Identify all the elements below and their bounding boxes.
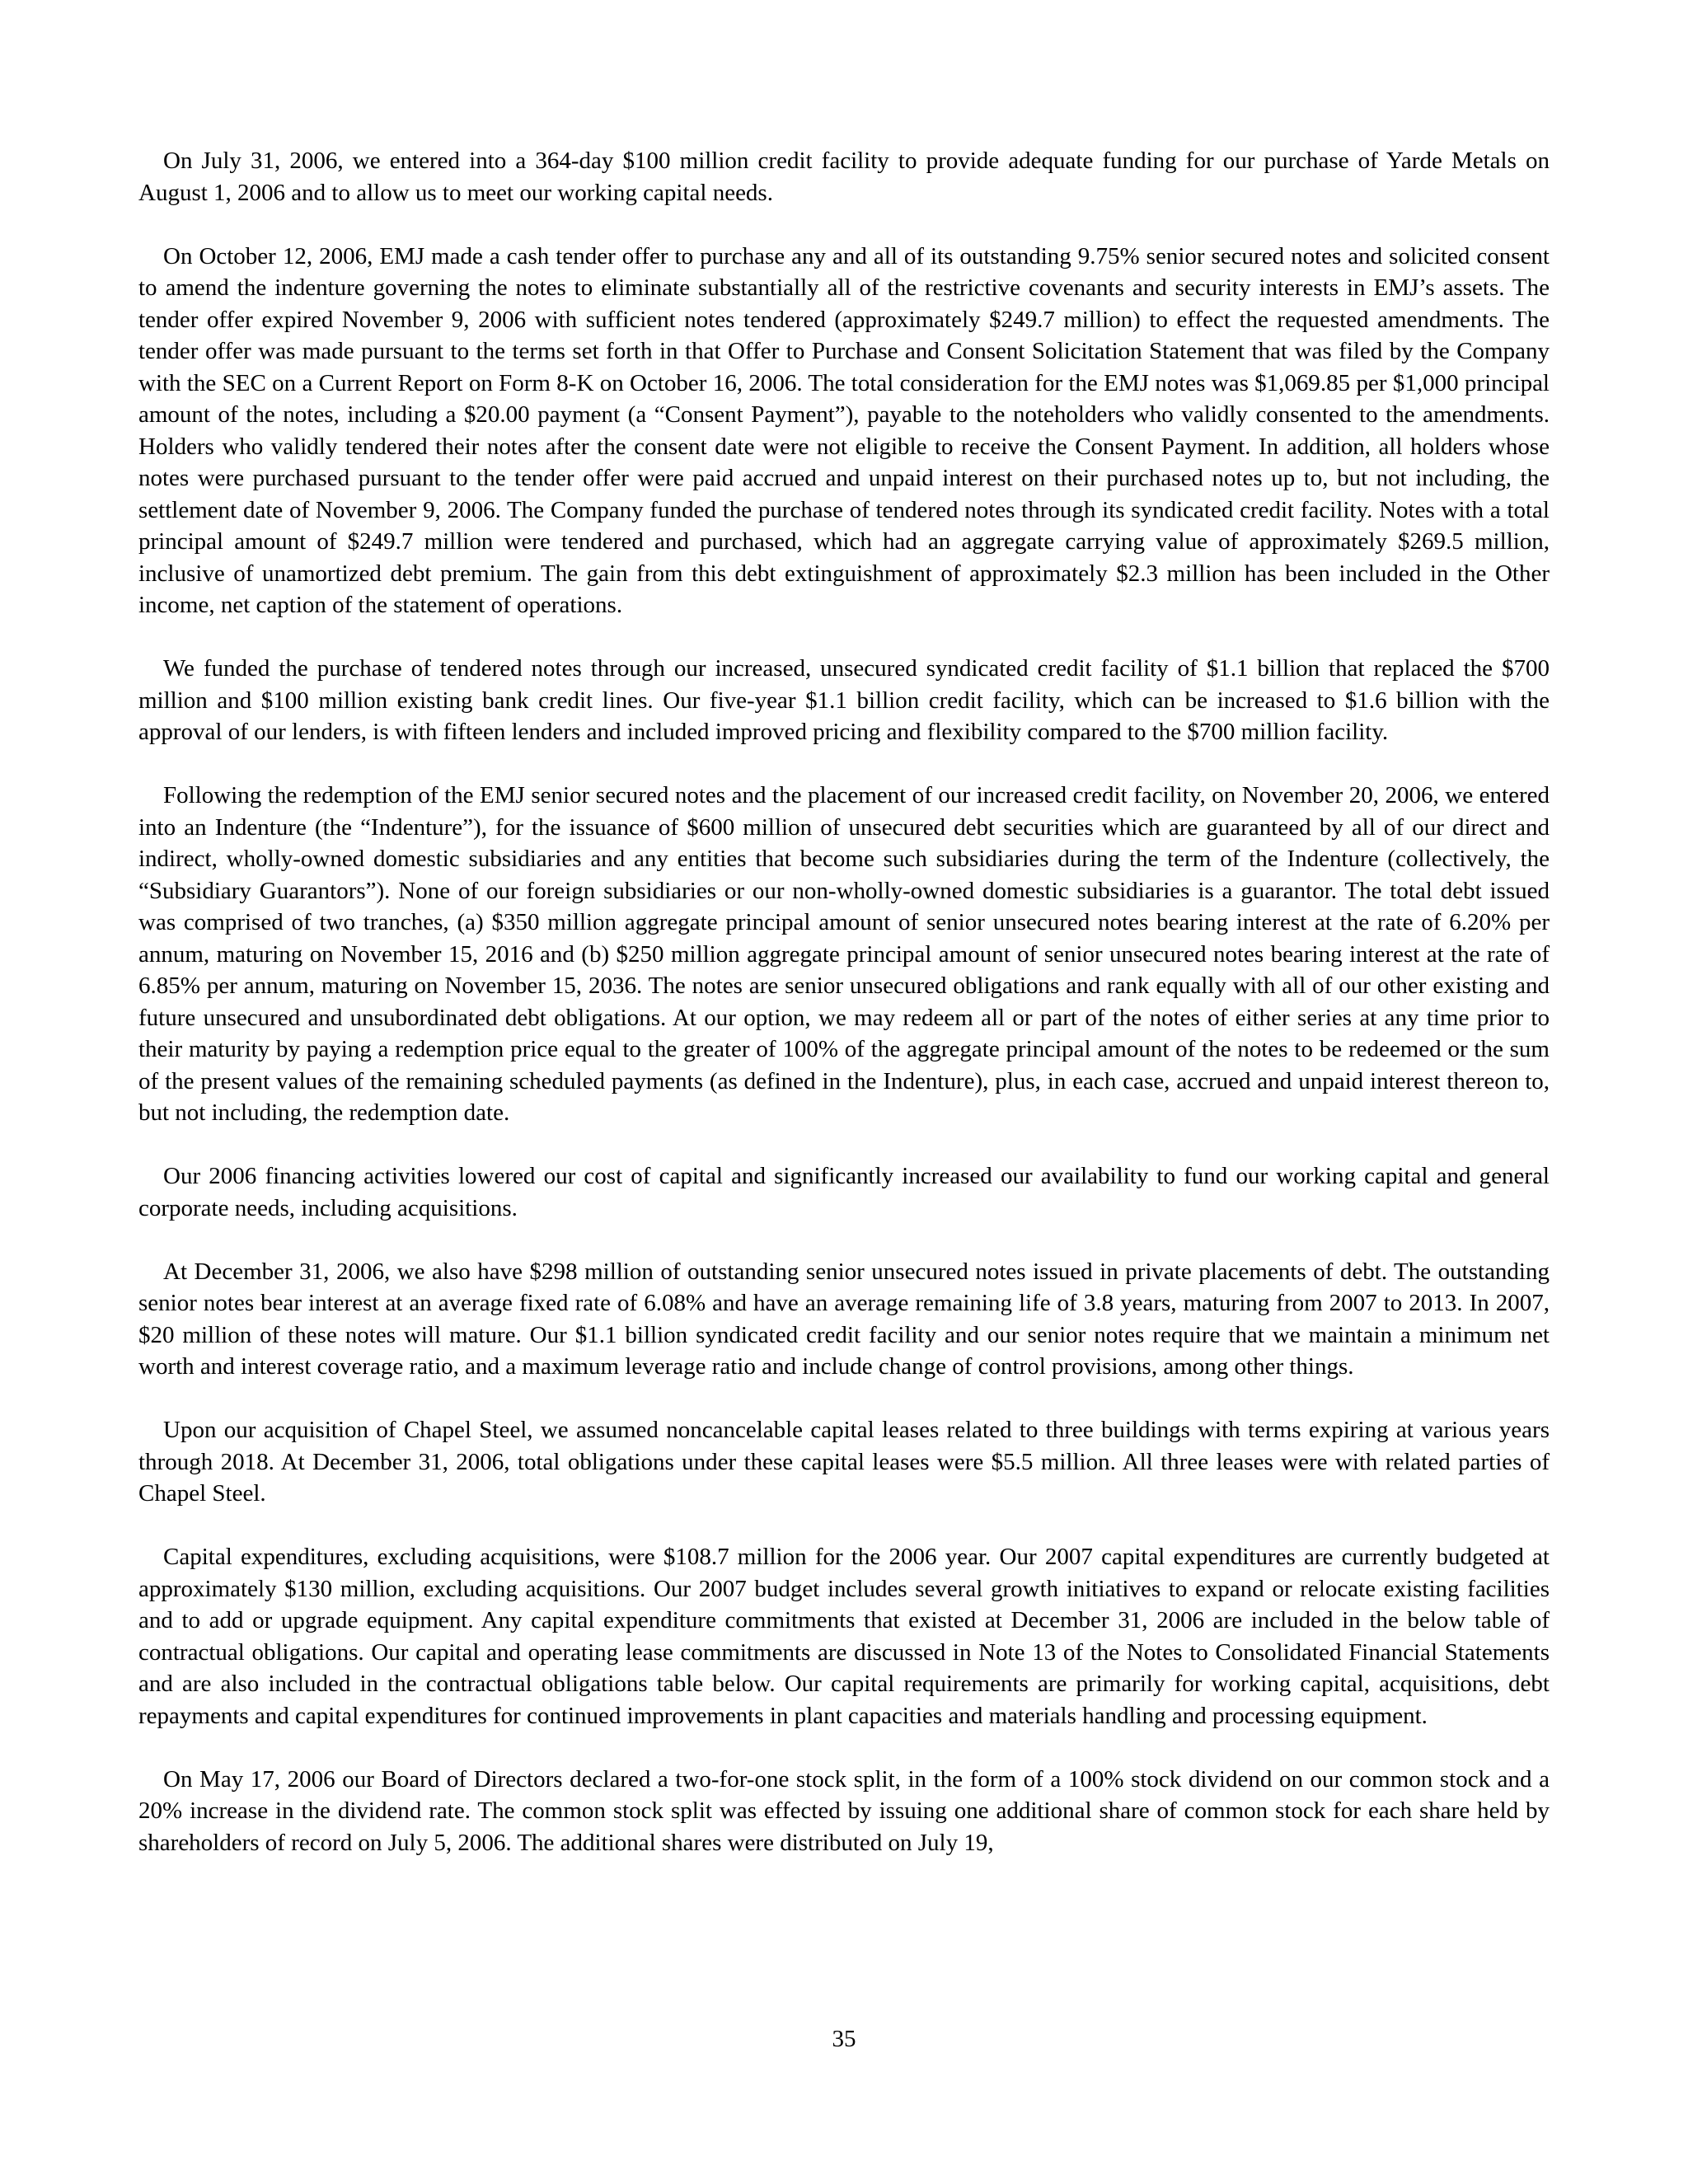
page-number: 35 [832,2026,856,2052]
paragraph-private-placement-notes: At December 31, 2006, we also have $298 million of outstanding senior unsecured notes issued in private placements of debt. The outstanding senior notes bear interest at an average fixed rate of 6.08% and have an average remaining life of 3.8 years, maturing from 2007 to 2013. In 2007, $20 million of these notes will mature. Our $1.1 billion syndicated credit facility and our senior notes require that we maintain a minimum net worth and interest coverage ratio, and a maximum leverage ratio and include change of control provisions, among other things. [138,1258,1550,1380]
paragraph-financing-activities: Our 2006 financing activities lowered our cost of capital and significantly increased our availability to fund our working capital and general corporate needs, including acquisitions. [138,1163,1550,1221]
document-body [138,145,1550,1891]
paragraph-capital-expenditures: Capital expenditures, excluding acquisitions, were $108.7 million for the 2006 year. Our 2007 capital expenditures are currently budgeted at approximately $130 million, excluding acquisitions. Our 2007 budget includes several growth initiatives to expand or relocate existing facilities and to add or upgrade equipment. Any capital expenditure commitments that existed at December 31, 2006 are included in the below table of contractual obligations. Our capital and operating lease commitments are discussed in Note 13 of the Notes to Consolidated Financial Statements and are also included in the contractual obligations table below. Our capital requirements are primarily for working capital, acquisitions, debt repayments and capital expenditures for continued improvements in plant capacities and materials handling and processing equipment. [138,1544,1550,1729]
paragraph-syndicated-credit-facility: We funded the purchase of tendered notes through our increased, unsecured syndicated credit facility of $1.1 billion that replaced the $700 million and $100 million existing bank credit lines. Our five-year $1.1 billion credit facility, which can be increased to $1.6 billion with the approval of our lenders, is with fifteen lenders and included improved pricing and flexibility compared to the $700 million facility. [138,655,1550,745]
paragraph-indenture-senior-notes: Following the redemption of the EMJ senior secured notes and the placement of our increased credit facility, on November 20, 2006, we entered into an Indenture (the “Indenture”), for the issuance of $600 million of unsecured debt securities which are guaranteed by all of our direct and indirect, wholly-owned domestic subsidiaries and any entities that become such subsidiaries during the term of the Indenture (collectively, the “Subsidiary Guarantors”). None of our foreign subsidiaries or our non-wholly-owned domestic subsidiaries is a guarantor. The total debt issued was comprised of two tranches, (a) $350 million aggregate principal amount of senior unsecured notes bearing interest at the rate of 6.20% per annum, maturing on November 15, 2016 and (b) $250 million aggregate principal amount of senior unsecured notes bearing interest at the rate of 6.85% per annum, maturing on November 15, 2036. The notes are senior unsecured obligations and rank equally with all of our other existing and future unsecured and unsubordinated debt obligations. At our option, we may redeem all or part of the notes of either series at any time prior to their maturity by paying a redemption price equal to the greater of 100% of the aggregate principal amount of the notes to be redeemed or the sum of the present values of the remaining scheduled payments (as defined in the Indenture), plus, in each case, accrued and unpaid interest thereon to, but not including, the redemption date. [138,782,1550,1126]
paragraph-credit-facility-364-day: On July 31, 2006, we entered into a 364-day $100 million credit facility to provide adequate funding for our purchase of Yarde Metals on August 1, 2006 and to allow us to meet our working capital needs. [138,148,1550,206]
paragraph-chapel-steel-leases: Upon our acquisition of Chapel Steel, we assumed noncancelable capital leases related to three buildings with terms expiring at various years through 2018. At December 31, 2006, total obligations under these capital leases were $5.5 million. All three leases were with related parties of Chapel Steel. [138,1417,1550,1507]
paragraph-emj-tender-offer: On October 12, 2006, EMJ made a cash tender offer to purchase any and all of its outstanding 9.75% senior secured notes and solicited consent to amend the indenture governing the notes to eliminate substantially all of the restrictive covenants and security interests in EMJ’s assets. The tender offer expired November 9, 2006 with sufficient notes tendered (approximately $249.7 million) to effect the requested amendments. The tender offer was made pursuant to the terms set forth in that Offer to Purchase and Consent Solicitation Statement that was filed by the Company with the SEC on a Current Report on Form 8-K on October 16, 2006. The total consideration for the EMJ notes was $1,069.85 per $1,000 principal amount of the notes, including a $20.00 payment (a “Consent Payment”), payable to the noteholders who validly consented to the amendments. Holders who validly tendered their notes after the consent date were not eligible to receive the Consent Payment. In addition, all holders whose notes were purchased pursuant to the tender offer were paid accrued and unpaid interest on their purchased notes up to, but not including, the settlement date of November 9, 2006. The Company funded the purchase of tendered notes through its syndicated credit facility. Notes with a total principal amount of $249.7 million were tendered and purchased, which had an aggregate carrying value of approximately $269.5 million, inclusive of unamortized debt premium. The gain from this debt extinguishment of approximately $2.3 million has been included in the Other income, net caption of the statement of operations. [138,242,1550,618]
paragraph-stock-split: On May 17, 2006 our Board of Directors declared a two-for-one stock split, in the form of a 100% stock dividend on our common stock and a 20% increase in the dividend rate. The common stock split was effected by issuing one additional share of common stock for each share held by shareholders of record on July 5, 2006. The additional shares were distributed on July 19, [138,1765,1550,1856]
